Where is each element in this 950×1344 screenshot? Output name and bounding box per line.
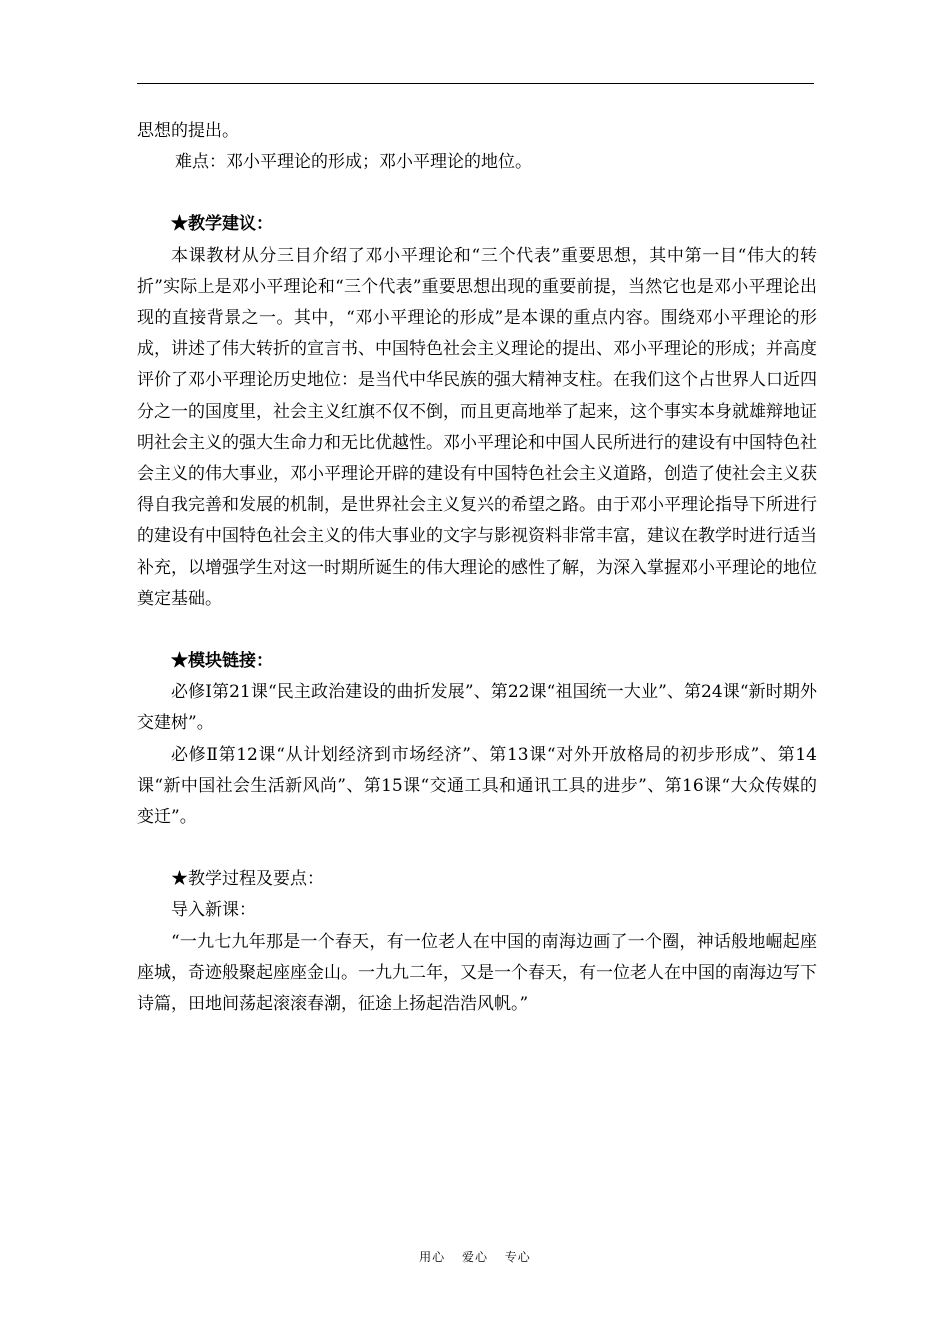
teaching-process-heading: ★教学过程及要点： (171, 869, 324, 890)
module-links-heading: ★模块链接： (171, 651, 273, 672)
intro-label: 导入新课： (171, 900, 256, 921)
teaching-suggestion-body: 本课教材从分三目介绍了邓小平理论和“三个代表”重要思想，其中第一目“伟大的转折”实际上是邓小平理论和“三个代表”重要思想出现的重要前提，当然它也是邓小平理论出现的直接背景之一。其中，“邓小平理论的形成”是本课的重点内容。围绕邓小平理论的形成，讲述了伟大转折的宣言书、中国特色社会主义理论的提出、邓小平理论的形成；并高度评价了邓小平理论历史地位：是当代中华民族的强大精神支柱。在我们这个占世界人口近四分之一的国度里，社会主义红旗不仅不倒，而且更高地举了起来，这个事实本身就雄辩地证明社会主义的强大生命力和无比优越性。邓小平理论和中国人民所进行的建设有中国特色社会主义的伟大事业，邓小平理论开辟的建设有中国特色社会主义道路，创造了使社会主义获得自我完善和发展的机制，是世界社会主义复兴的希望之路。由于邓小平理论指导下所进行的建设有中国特色社会主义的伟大事业的文字与影视资料非常丰富，建议在教学时进行适当补充，以增强学生对这一时期所诞生的伟大理论的感性了解，为深入掌握邓小平理论的地位奠定基础。 (137, 245, 817, 609)
continuation-text: 思想的提出。 (137, 121, 239, 141)
teaching-suggestion-heading: ★教学建议： (171, 214, 273, 235)
page-footer: 用心 爱心 专心 (419, 1250, 531, 1264)
module-link-item: 必修Ⅱ第12课“从计划经济到市场经济”、第13课“对外开放格局的初步形成”、第14课“新中国社会生活新风尚”、第15课“交通工具和通讯工具的进步”、第16课“大众传媒的变迁”。 (137, 744, 817, 828)
header-rule (137, 83, 814, 84)
module-link-item: 必修Ⅰ第21课“民主政治建设的曲折发展”、第22课“祖国统一大业”、第24课“新时期外交建树”。 (137, 682, 817, 734)
page-content (137, 116, 817, 1020)
intro-quote: “一九七九年那是一个春天，有一位老人在中国的南海边画了一个圈，神话般地崛起座座城，奇迹般聚起座座金山。一九九二年，又是一个春天，有一位老人在中国的南海边写下诗篇，田地间荡起滚滚春潮，征途上扬起浩浩风帆。” (137, 931, 817, 1015)
difficulty-text: 难点：邓小平理论的形成；邓小平理论的地位。 (175, 152, 532, 173)
